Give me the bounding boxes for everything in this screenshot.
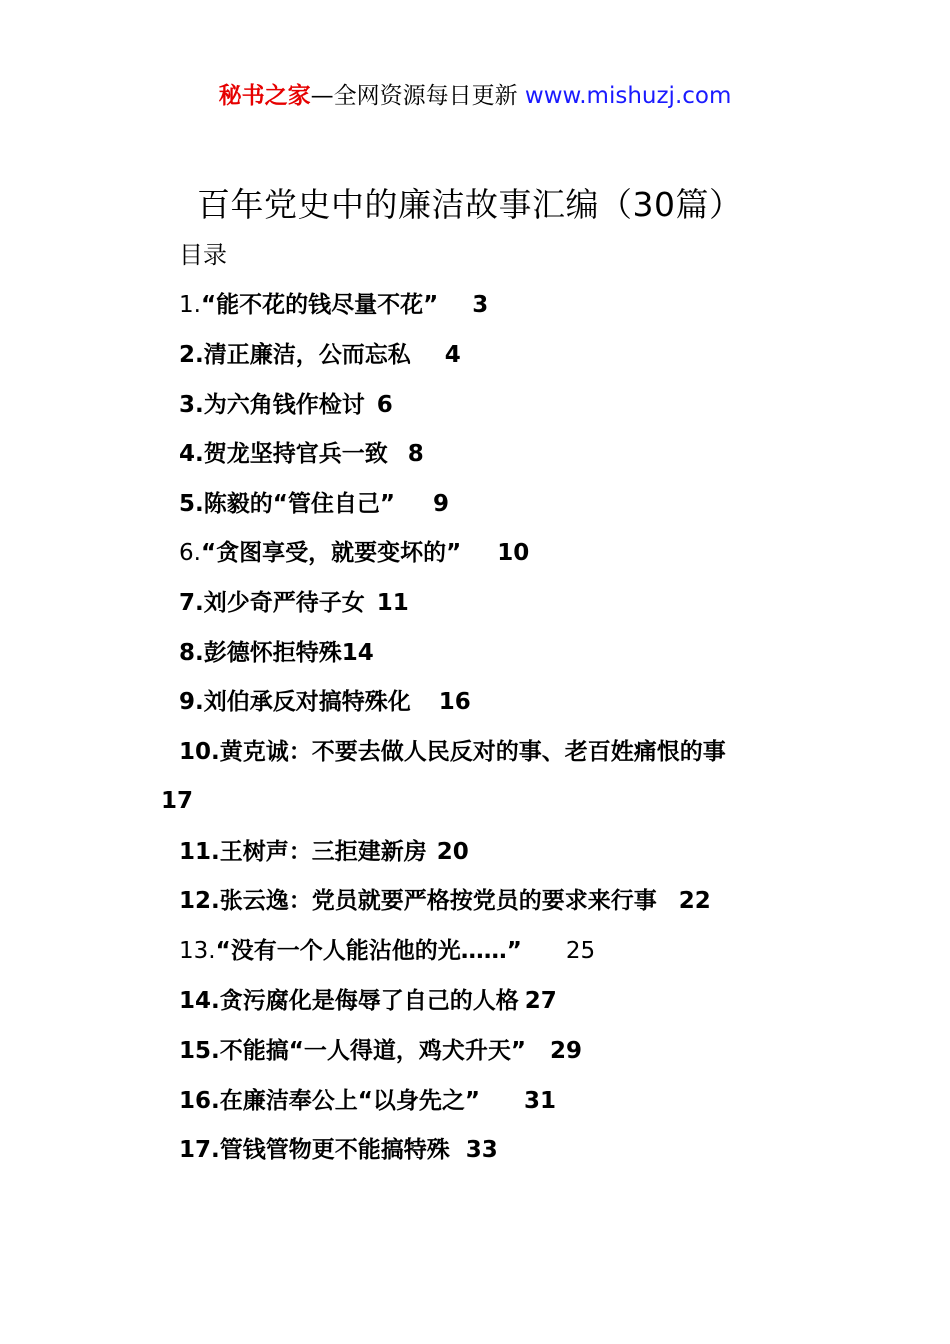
toc-item-number: 15. <box>179 1038 220 1064</box>
toc-item-title: 张云逸：党员就要严格按党员的要求来行事 <box>219 888 657 914</box>
toc-item-page: 22 <box>678 888 711 914</box>
toc-item[interactable] <box>179 935 595 967</box>
toc-item-page: 4 <box>444 342 461 368</box>
toc-item-title: 贪污腐化是侮辱了自己的人格 <box>219 988 519 1014</box>
toc-item-title: “没有一个人能沾他的光……” <box>215 938 522 964</box>
toc-item-page: 31 <box>523 1088 556 1114</box>
toc-item[interactable] <box>179 587 409 619</box>
toc-item-page: 10 <box>497 540 530 566</box>
toc-item[interactable] <box>179 537 529 569</box>
toc-item[interactable] <box>179 289 488 321</box>
toc-item-number: 11. <box>179 839 220 865</box>
toc-item-title: 为六角钱作检讨 <box>203 392 365 418</box>
toc-item[interactable] <box>179 1035 582 1067</box>
toc-item-page: 8 <box>407 441 424 467</box>
toc-item-number: 12. <box>179 888 220 914</box>
toc-item-number: 14. <box>179 988 220 1014</box>
toc-item-page: 25 <box>565 938 596 964</box>
toc-item-number: 1. <box>179 292 201 318</box>
toc-item-number: 9. <box>179 689 204 715</box>
toc-item[interactable] <box>179 488 449 520</box>
toc-item-page: 29 <box>549 1038 582 1064</box>
toc-item-title: 彭德怀拒特殊 <box>203 640 342 666</box>
toc-item-number: 13. <box>179 938 216 964</box>
toc-item-number: 16. <box>179 1088 220 1114</box>
toc-item-number: 6. <box>179 540 201 566</box>
document-title: 百年党史中的廉洁故事汇编（30篇） <box>197 185 743 224</box>
site-header <box>0 80 950 112</box>
toc-item[interactable] <box>179 686 471 718</box>
toc-item-number: 2. <box>179 342 204 368</box>
toc-item-title: 王树声：三拒建新房 <box>219 839 427 865</box>
toc-item-title: 刘少奇严待子女 <box>203 590 365 616</box>
toc-item-title: 管钱管物更不能搞特殊 <box>219 1137 450 1163</box>
toc-item-page: 16 <box>438 689 471 715</box>
toc-item-title: 陈毅的“管住自己” <box>203 491 395 517</box>
toc-item[interactable] <box>179 389 393 421</box>
toc-item[interactable] <box>179 985 557 1017</box>
toc-item-title: 在廉洁奉公上“以身先之” <box>219 1088 480 1114</box>
toc-item-page: 3 <box>472 292 489 318</box>
toc-item[interactable] <box>179 1134 498 1166</box>
toc-item-page: 6 <box>376 392 393 418</box>
toc-item-title: 黄克诚：不要去做人民反对的事、老百姓痛恨的事 <box>219 739 726 765</box>
toc-item-page: 17 <box>161 788 194 814</box>
toc-item[interactable] <box>179 438 424 470</box>
toc-item-title: 清正廉洁，公而忘私 <box>203 342 411 368</box>
toc-item-page: 20 <box>436 839 469 865</box>
toc-item[interactable] <box>179 637 374 669</box>
toc-item-page: 11 <box>376 590 409 616</box>
toc-item-number: 4. <box>179 441 204 467</box>
toc-item[interactable] <box>179 339 461 371</box>
toc-item-title: 刘伯承反对搞特殊化 <box>203 689 411 715</box>
toc-item-page: 27 <box>524 988 557 1014</box>
toc-item[interactable] <box>179 885 711 917</box>
toc-item-number: 3. <box>179 392 204 418</box>
toc-item-number: 8. <box>179 640 204 666</box>
toc-item-number: 7. <box>179 590 204 616</box>
toc-item[interactable] <box>179 1085 556 1117</box>
toc-item[interactable] <box>179 736 726 768</box>
brand-name: 秘书之家 <box>218 83 311 109</box>
toc-item-page: 14 <box>341 640 374 666</box>
toc-item-number: 5. <box>179 491 204 517</box>
toc-heading: 目录 <box>179 241 227 269</box>
toc-item[interactable] <box>179 836 469 868</box>
toc-item-number: 10. <box>179 739 220 765</box>
toc-item-title: “能不花的钱尽量不花” <box>200 292 439 318</box>
toc-item-page: 9 <box>432 491 449 517</box>
toc-item-title: 贺龙坚持官兵一致 <box>203 441 388 467</box>
toc-item-number: 17. <box>179 1137 220 1163</box>
header-tagline: —全网资源每日更新 <box>310 83 525 109</box>
toc-item-page: 33 <box>465 1137 498 1163</box>
toc-item-title: 不能搞“一人得道，鸡犬升天” <box>219 1038 526 1064</box>
site-url-link[interactable]: www.mishuzj.com <box>524 83 732 109</box>
toc-item-title: “贪图享受，就要变坏的” <box>200 540 462 566</box>
